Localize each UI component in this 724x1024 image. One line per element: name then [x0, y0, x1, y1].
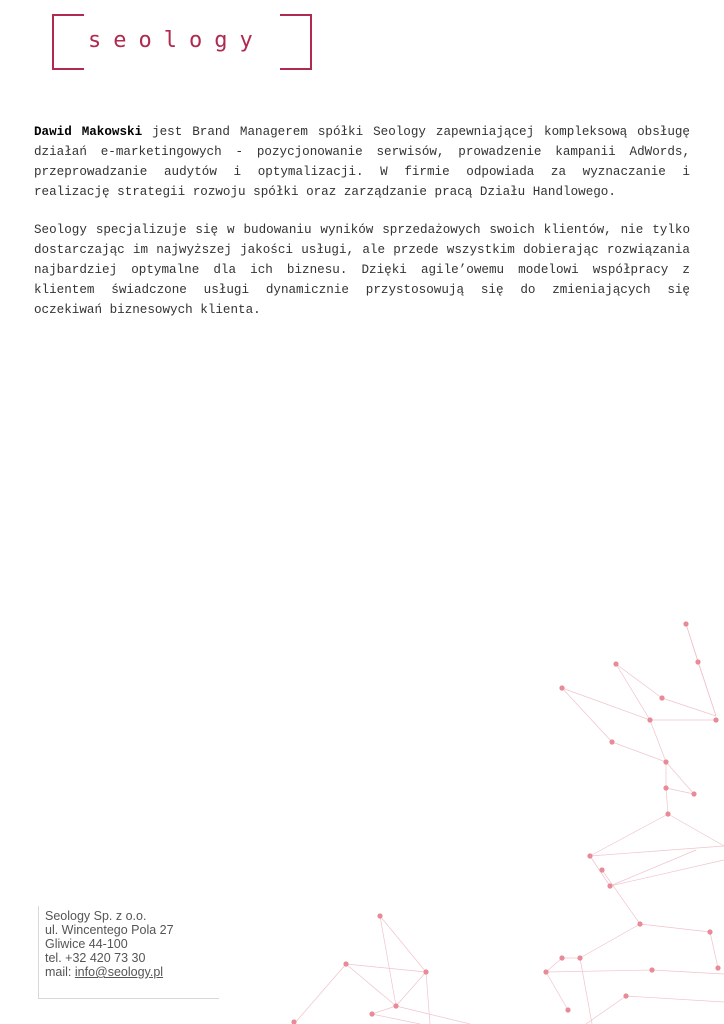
email-link[interactable]: info@seology.pl — [74, 965, 164, 979]
company-address — [38, 906, 219, 999]
address-street: ul. Wincentego Pola 27 — [45, 923, 174, 937]
logo-bracket-right — [280, 14, 312, 70]
network-decoration — [280, 600, 724, 1024]
address-phone: tel. +32 420 73 30 — [45, 951, 146, 965]
address-mail-line — [45, 965, 219, 979]
seology-logo — [52, 14, 312, 68]
mail-label: mail: — [45, 965, 75, 979]
logo-wordmark: seology — [88, 28, 265, 53]
bio-paragraph-2: Seology specjalizuje się w budowaniu wyników sprzedażowych swoich klientów, nie tylko dostarczając im najwyższej jakości usługi, ale przede wszystkim dobierając rozwiązania najbardziej optymalne dla ich biznesu. Dzięki agile’owemu modelowi współpracy z klientem świadczone usługi dynamicznie przystosowują się do zmieniających się oczekiwań biznesowych klienta. — [34, 223, 690, 317]
logo-bracket-left — [52, 14, 84, 70]
person-name: Dawid Makowski — [34, 125, 143, 139]
bio-content — [34, 122, 690, 338]
bio-paragraph-1-text: jest Brand Managerem spółki Seology zapewniającej kompleksową obsługę działań e-marketingowych - pozycjonowanie serwisów, prowadzenie kampanii AdWords, przeprowadzanie audytów i optymalizacji. W firmie odpowiada za wyznaczanie i realizację strategii rozwoju spółki oraz zarządzanie pracą Działu Handlowego. — [34, 125, 690, 199]
company-name: Seology Sp. z o.o. — [45, 909, 147, 923]
address-city: Gliwice 44-100 — [45, 937, 128, 951]
bio-paragraph-1 — [34, 122, 690, 202]
